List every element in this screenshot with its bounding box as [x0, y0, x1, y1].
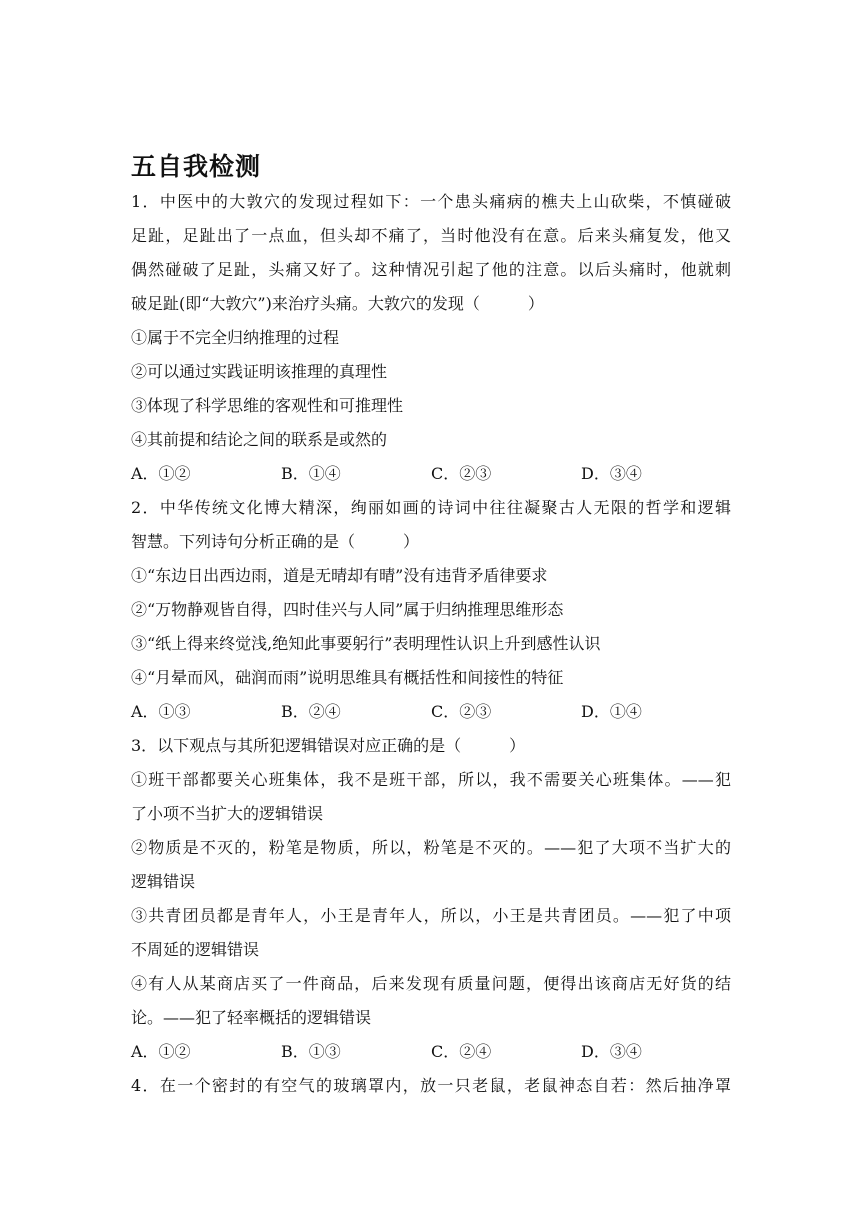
answer-options: [131, 457, 731, 491]
question-stem-line: 足趾，足趾出了一点血，但头却不痛了，当时他没有在意。后来头痛复发，他又: [131, 226, 731, 245]
question-stem-line: 3．以下观点与其所犯逻辑错误对应正确的是（ ）: [131, 736, 526, 755]
question-stem-line: 智慧。下列诗句分析正确的是（ ）: [131, 532, 420, 551]
statement-3: ③共青团员都是青年人，小王是青年人，所以，小王是共青团员。——犯了中项: [131, 906, 731, 925]
statement-3-cont: 不周延的逻辑错误: [131, 940, 260, 959]
question-stem-line: 偶然碰破了足趾，头痛又好了。这种情况引起了他的注意。以后头痛时，他就刺: [131, 260, 731, 279]
statement-2: ②物质是不灭的，粉笔是物质，所以，粉笔是不灭的。——犯了大项不当扩大的: [131, 838, 731, 857]
statement-3: ③体现了科学思维的客观性和可推理性: [131, 396, 404, 415]
answer-options: [131, 1035, 731, 1069]
statement-4: ④“月晕而风，础润而雨”说明思维具有概括性和间接性的特征: [131, 668, 564, 687]
statement-2: ②“万物静观皆自得，四时佳兴与人同”属于归纳推理思维形态: [131, 600, 564, 619]
option-a: A．①②: [131, 1042, 191, 1061]
question-stem-line: 2．中华传统文化博大精深，绚丽如画的诗词中往往凝聚古人无限的哲学和逻辑: [131, 498, 731, 517]
statement-2: ②可以通过实践证明该推理的真理性: [131, 362, 388, 381]
option-d: D．①④: [581, 702, 642, 721]
question-stem-line: 4．在一个密封的有空气的玻璃罩内，放一只老鼠，老鼠神态自若：然后抽净罩: [131, 1076, 731, 1095]
statement-2-cont: 逻辑错误: [131, 872, 196, 891]
section-title: 五自我检测: [131, 152, 262, 181]
question-2: [131, 491, 731, 729]
statement-4: ④有人从某商店买了一件商品，后来发现有质量问题，便得出该商店无好货的结: [131, 974, 731, 993]
option-c: C．②④: [431, 1042, 492, 1061]
statement-1-cont: 了小项不当扩大的逻辑错误: [131, 804, 324, 823]
option-d: D．③④: [581, 1042, 642, 1061]
question-3: [131, 729, 731, 1069]
question-stem-line: 1．中医中的大敦穴的发现过程如下：一个患头痛病的樵夫上山砍柴，不慎碰破: [131, 192, 731, 211]
option-b: B．①④: [281, 464, 341, 483]
question-list: [131, 185, 731, 1103]
question-1: [131, 185, 731, 491]
option-b: B．①③: [281, 1042, 341, 1061]
statement-4: ④其前提和结论之间的联系是或然的: [131, 430, 388, 449]
statement-3: ③“纸上得来终觉浅,绝知此事要躬行”表明理性认识上升到感性认识: [131, 634, 601, 653]
option-a: A．①②: [131, 464, 191, 483]
statement-1: ①属于不完全归纳推理的过程: [131, 328, 340, 347]
statement-1: ①“东边日出西边雨，道是无晴却有晴”没有违背矛盾律要求: [131, 566, 548, 585]
statement-1: ①班干部都要关心班集体，我不是班干部，所以，我不需要关心班集体。——犯: [131, 770, 731, 789]
question-4: [131, 1069, 731, 1103]
option-d: D．③④: [581, 464, 642, 483]
option-c: C．②③: [431, 702, 492, 721]
option-b: B．②④: [281, 702, 341, 721]
option-a: A．①③: [131, 702, 191, 721]
option-c: C．②③: [431, 464, 492, 483]
answer-options: [131, 695, 731, 729]
statement-4-cont: 论。——犯了轻率概括的逻辑错误: [131, 1008, 372, 1027]
question-stem-line: 破足趾(即“大敦穴”)来治疗头痛。大敦穴的发现（ ）: [131, 294, 544, 313]
